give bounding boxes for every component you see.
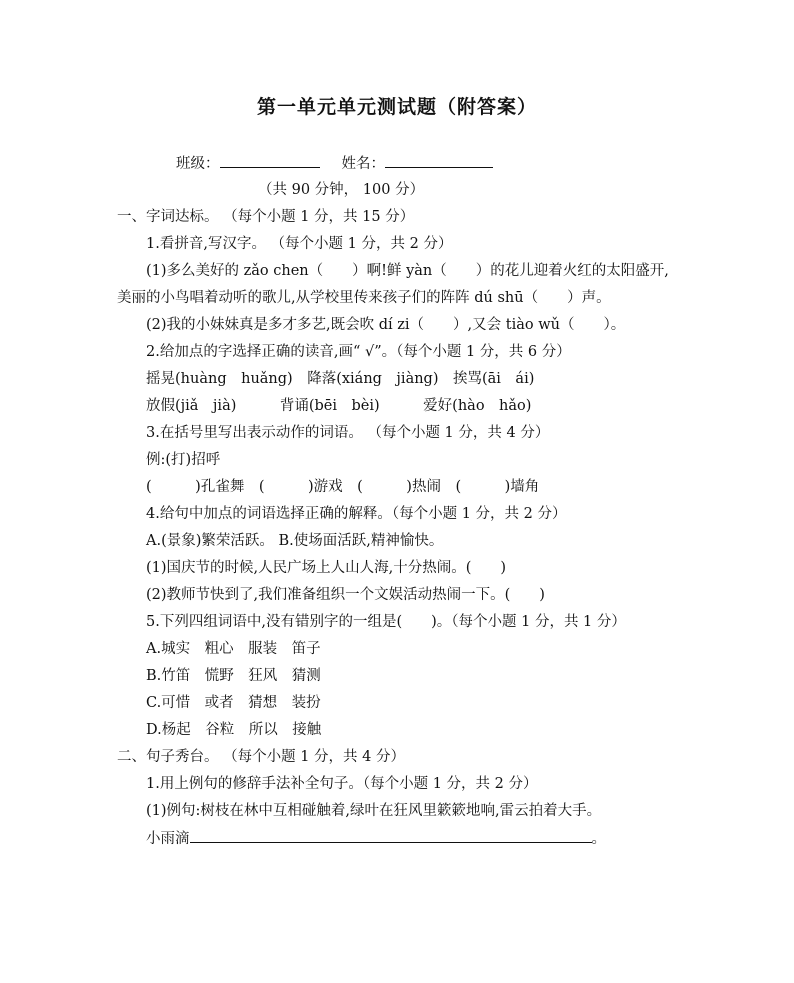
question-1-4: 4.给句中加点的词语选择正确的解释。（每个小题 1 分，共 2 分）	[146, 506, 567, 522]
answer-prefix: 小雨滴	[146, 831, 190, 847]
question-1-4-part2: (2)教师节快到了,我们准备组织一个文娱活动热闹一下。( )	[146, 587, 545, 603]
question-1-4-part1: (1)国庆节的时候,人民广场上人山人海,十分热闹。( )	[146, 560, 507, 576]
question-1-5-option-b: B.竹笛 慌野 狂风 猜测	[146, 668, 321, 684]
question-1-4-options: A.(景象)繁荣活跃。 B.使场面活跃,精神愉快。	[146, 533, 444, 549]
section-1-heading: 一、字词达标。 （每个小题 1 分，共 15 分）	[117, 209, 415, 225]
question-1-2-row1: 摇晃(huàng huǎng) 降落(xiáng jiàng) 挨骂(āi ái)	[146, 371, 535, 387]
question-1-5-option-c: C.可惜 或者 猜想 装扮	[146, 695, 321, 711]
name-blank[interactable]	[385, 153, 493, 168]
question-1-5-option-d: D.杨起 谷粒 所以 接触	[146, 722, 322, 738]
question-2-1-answer-row	[146, 828, 606, 849]
question-1-1-part1-cont: 美丽的小鸟唱着动听的歌儿,从学校里传来孩子们的阵阵 dú shū（ ）声。	[117, 290, 611, 306]
header-row	[176, 153, 493, 174]
question-1-2-row2: 放假(jiǎ jià) 背诵(bēi bèi) 爱好(hào hǎo)	[146, 398, 532, 414]
answer-blank[interactable]	[190, 828, 592, 843]
class-blank[interactable]	[220, 153, 320, 168]
question-1-5-option-a: A.城实 粗心 服装 笛子	[146, 641, 321, 657]
section-2-heading: 二、句子秀台。 （每个小题 1 分，共 4 分）	[117, 749, 405, 765]
question-1-3: 3.在括号里写出表示动作的词语。 （每个小题 1 分，共 4 分）	[146, 425, 550, 441]
subtitle: （共 90 分钟， 100 分）	[258, 182, 425, 198]
question-1-1: 1.看拼音,写汉字。 （每个小题 1 分，共 2 分）	[146, 236, 453, 252]
question-1-3-items: ( )孔雀舞 ( )游戏 ( )热闹 ( )墙角	[146, 479, 540, 495]
class-label: 班级：	[176, 156, 220, 172]
question-2-1-example: (1)例句:树枝在林中互相碰触着,绿叶在狂风里簌簌地响,雷云拍着大手。	[146, 803, 602, 819]
question-2-1: 1.用上例句的修辞手法补全句子。（每个小题 1 分，共 2 分）	[146, 776, 538, 792]
name-label: 姓名：	[341, 156, 385, 172]
question-1-2: 2.给加点的字选择正确的读音,画“ √”。（每个小题 1 分，共 6 分）	[146, 344, 571, 360]
question-1-3-example: 例:(打)招呼	[146, 452, 221, 468]
question-1-1-part2: (2)我的小妹妹真是多才多艺,既会吹 dí zi（ ）,又会 tiào wǔ（ ）。	[146, 317, 626, 333]
question-1-1-part1: (1)多么美好的 zǎo chen（ ）啊!鲜 yàn（ ）的花儿迎着火红的太阳盛开,	[146, 263, 669, 279]
page-title: 第一单元单元测试题（附答案）	[256, 96, 537, 118]
question-1-5: 5.下列四组词语中,没有错别字的一组是( )。（每个小题 1 分，共 1 分）	[146, 614, 626, 630]
answer-suffix: 。	[591, 831, 606, 847]
